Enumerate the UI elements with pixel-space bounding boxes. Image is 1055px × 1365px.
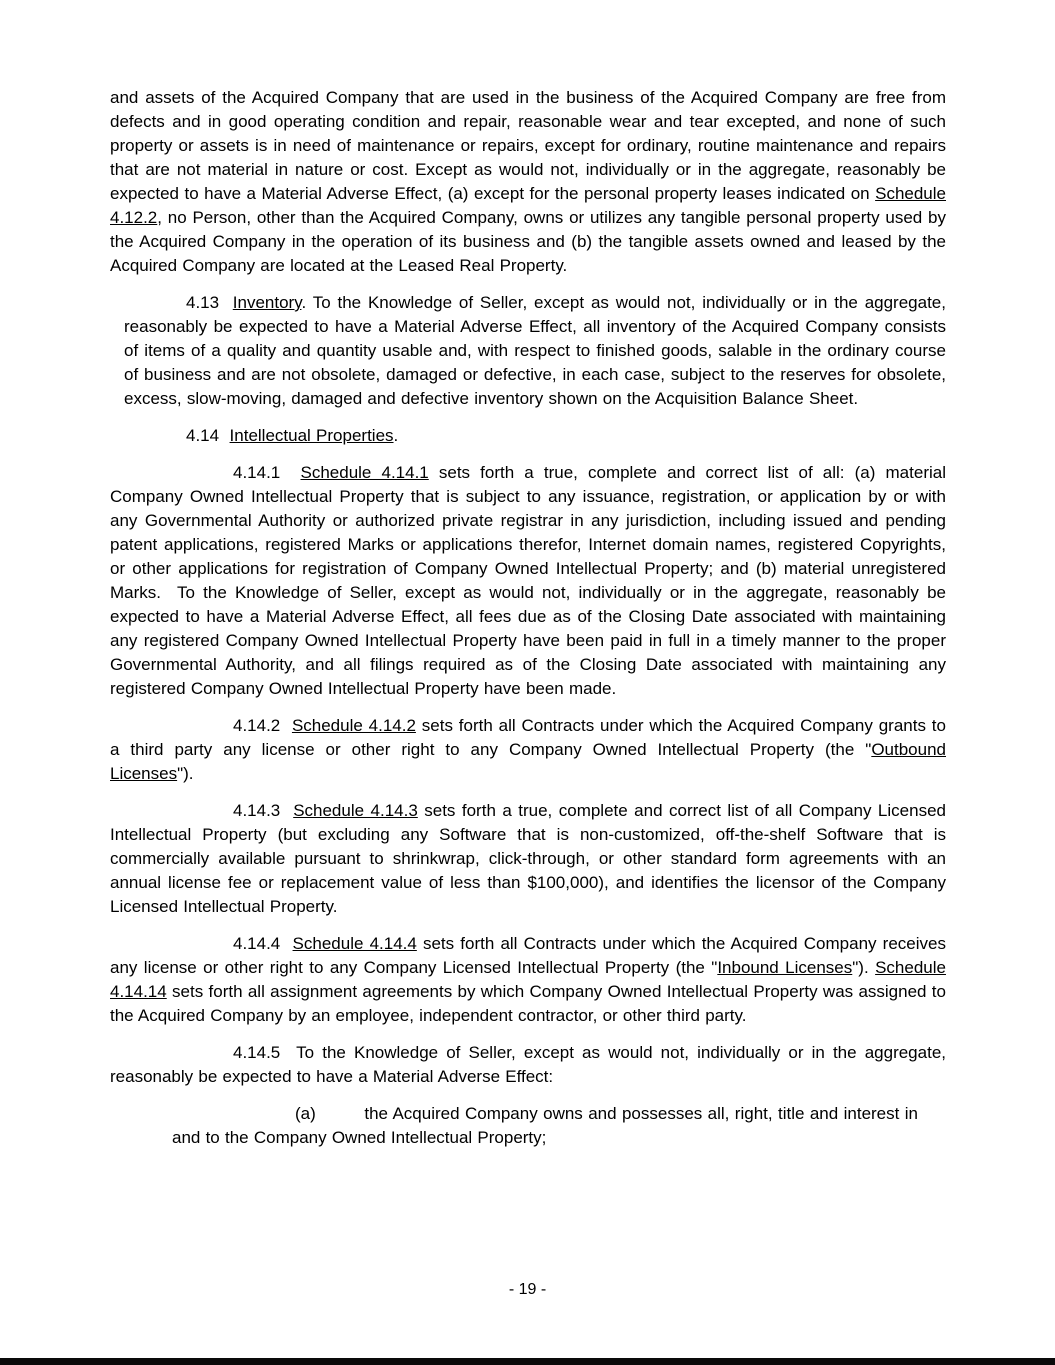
underlined-text-run: Schedule 4.14.3 [293, 801, 418, 820]
text-run: sets forth all assignment agreements by which Company Owned Intellectual Property was assigned to the Acquired Company by an employee, independent contractor, or other third party. [110, 982, 946, 1025]
underlined-text-run: Inventory [232, 293, 302, 312]
text-run: the Acquired Company owns and possesses all, right, title and interest in and to the Company Owned Intellectual Property; [172, 1104, 918, 1147]
underlined-text-run: Intellectual Properties [229, 426, 394, 445]
paragraph-4-14-2 [110, 714, 946, 786]
text-run: 4.13 [186, 293, 233, 312]
text-run: 4.14.2 [233, 716, 292, 735]
scan-edge-artifact [0, 1358, 1055, 1365]
underlined-text-run: Schedule 4.12.2 [110, 184, 946, 227]
paragraph-4-13-inventory [124, 291, 946, 411]
paragraph-continuation-4-12 [110, 86, 946, 278]
text-run: sets forth a true, complete and correct list of all: (a) material Company Owned Intellectual Property that is subject to any issuance, registration, or application by or with any Governmental Authority or authorized private registrar in any jurisdiction, including issued and pending patent applications, registered Marks or applications therefor, Internet domain names, registered Copyrights, or other applications for registration of Company Owned Intellectual Property; and (b) material unregistered Marks. To the Knowledge of Seller, except as would not, individually or in the aggregate, reasonably be expected to have a Material Adverse Effect, all fees due as of the Closing Date associated with maintaining any registered Company Owned Intellectual Property have been paid in full in a timely manner to the proper Governmental Authority, and all filings required as of the Closing Date associated with maintaining any registered Company Owned Intellectual Property have been made. [110, 463, 946, 698]
text-run: 4.14.3 [233, 801, 294, 820]
paragraph-clause-a [172, 1102, 918, 1150]
text-run: 4.14.5 To the Knowledge of Seller, except as would not, individually or in the aggregate, reasonably be expected to have a Material Adverse Effect: [110, 1043, 946, 1086]
document-body [110, 86, 946, 1163]
text-run: . To the Knowledge of Seller, except as would not, individually or in the aggregate, reasonably be expected to have a Material Adverse Effect, all inventory of the Acquired Company consists of items of a quality and quantity usable and, with respect to finished goods, salable in the ordinary course of business and are not obsolete, damaged or defective, in each case, subject to the reserves for obsolete, excess, slow-moving, damaged and defective inventory shown on the Acquisition Balance Sheet. [124, 293, 946, 408]
text-run: , no Person, other than the Acquired Company, owns or utilizes any tangible personal property used by the Acquired Company in the operation of its business and (b) the tangible assets owned and leased by the Acquired Company are located at the Leased Real Property. [110, 208, 946, 275]
text-run: (a) [295, 1104, 316, 1123]
paragraph-4-14-3 [110, 799, 946, 919]
text-run: sets forth a true, complete and correct list of all Company Licensed Intellectual Property (but excluding any Software that is non-customized, off-the-shelf Software that is commercially available pursuant to shrinkwrap, click-through, or other standard form agreements with an annual license fee or replacement value of less than $100,000), and identifies the licensor of the Company Licensed Intellectual Property. [110, 801, 946, 916]
text-run: sets forth all Contracts under which the Acquired Company receives any license or other right to any Company Licensed Intellectual Property (the " [110, 934, 946, 977]
text-run: . [393, 426, 399, 445]
text-run: 4.14.1 [233, 463, 301, 482]
underlined-text-run: Schedule 4.14.14 [110, 958, 946, 1001]
paragraph-4-14-1 [110, 461, 946, 701]
text-run: 4.14.4 [233, 934, 293, 953]
underlined-text-run: Schedule 4.14.4 [292, 934, 417, 953]
underlined-text-run: Schedule 4.14.2 [291, 716, 416, 735]
text-run: 4.14 [186, 426, 230, 445]
page-number: - 19 - [508, 1281, 547, 1298]
text-run: sets forth all Contracts under which the Acquired Company grants to a third party any license or other right to any Company Owned Intellectual Property (the " [110, 716, 946, 759]
paragraph-4-14-5 [110, 1041, 946, 1089]
underlined-text-run: Inbound Licenses [717, 958, 853, 977]
text-run: "). [177, 764, 194, 783]
text-run: "). [852, 958, 876, 977]
underlined-text-run: Schedule 4.14.1 [300, 463, 429, 482]
underlined-text-run: Outbound Licenses [110, 740, 946, 783]
paragraph-4-14-4 [110, 932, 946, 1028]
text-run: and assets of the Acquired Company that are used in the business of the Acquired Company are free from defects and in good operating condition and repair, reasonable wear and tear excepted, and none of such property or assets is in need of maintenance or repairs, except for ordinary, routine maintenance and repairs that are not material in nature or cost. Except as would not, individually or in the aggregate, reasonably be expected to have a Material Adverse Effect, (a) except for the personal property leases indicated on [110, 88, 946, 203]
text-run [316, 1104, 365, 1123]
heading-4-14-intellectual-properties [110, 424, 946, 448]
